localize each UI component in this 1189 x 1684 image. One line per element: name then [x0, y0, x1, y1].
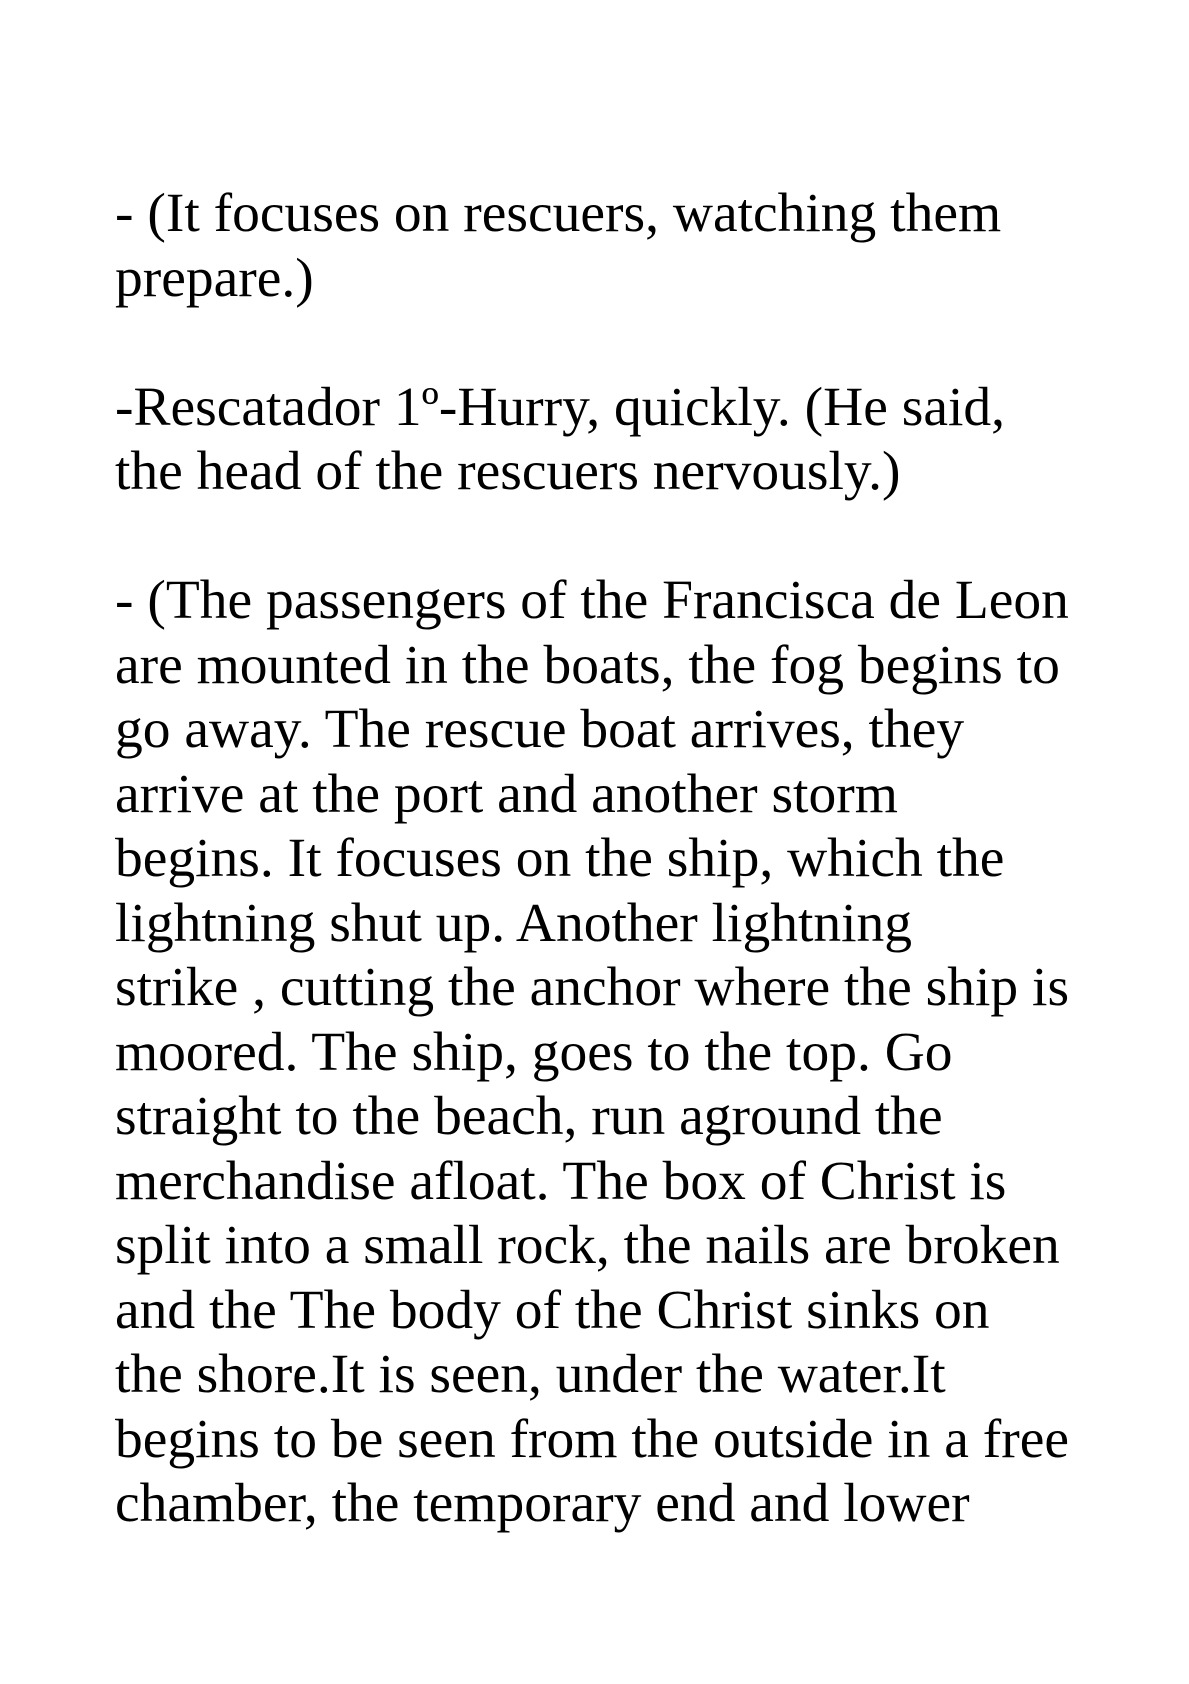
text-line: go away. The rescue boat arrives, they: [115, 699, 965, 760]
text-line: strike , cutting the anchor where the ship is: [115, 957, 1070, 1018]
text-line: -Rescatador 1º-Hurry, quickly. (He said,: [115, 376, 1006, 438]
text-line: - (The passengers of the Francisca de Leon: [115, 570, 1069, 631]
text-line: moored. The ship, goes to the top. Go: [115, 1021, 953, 1083]
text-line: lightning shut up. Another lightning: [115, 892, 913, 954]
text-line: merchandise afloat. The box of Christ is: [115, 1150, 1007, 1212]
text-line: split into a small rock, the nails are broken: [115, 1215, 1060, 1276]
text-line: begins. It focuses on the ship, which the: [115, 828, 1005, 889]
text-line: the head of the rescuers nervously.): [115, 441, 901, 502]
text-line: prepare.): [115, 247, 314, 309]
text-line: arrive at the port and another storm: [115, 763, 898, 825]
text-line: are mounted in the boats, the fog begins to: [115, 634, 1060, 696]
paragraph-scene-rescuers: [115, 182, 1115, 311]
paragraph-scene-passengers: [115, 569, 1115, 1537]
text-line: begins to be seen from the outside in a free: [115, 1408, 1069, 1470]
text-line: and the The body of the Christ sinks on: [115, 1279, 990, 1341]
text-line: chamber, the temporary end and lower: [115, 1473, 970, 1534]
document-body: [115, 182, 1115, 1601]
paragraph-dialogue-rescatador: [115, 376, 1115, 505]
text-line: the shore.It is seen, under the water.It: [115, 1344, 946, 1405]
text-line: - (It focuses on rescuers, watching them: [115, 183, 1002, 244]
text-line: straight to the beach, run aground the: [115, 1086, 943, 1147]
